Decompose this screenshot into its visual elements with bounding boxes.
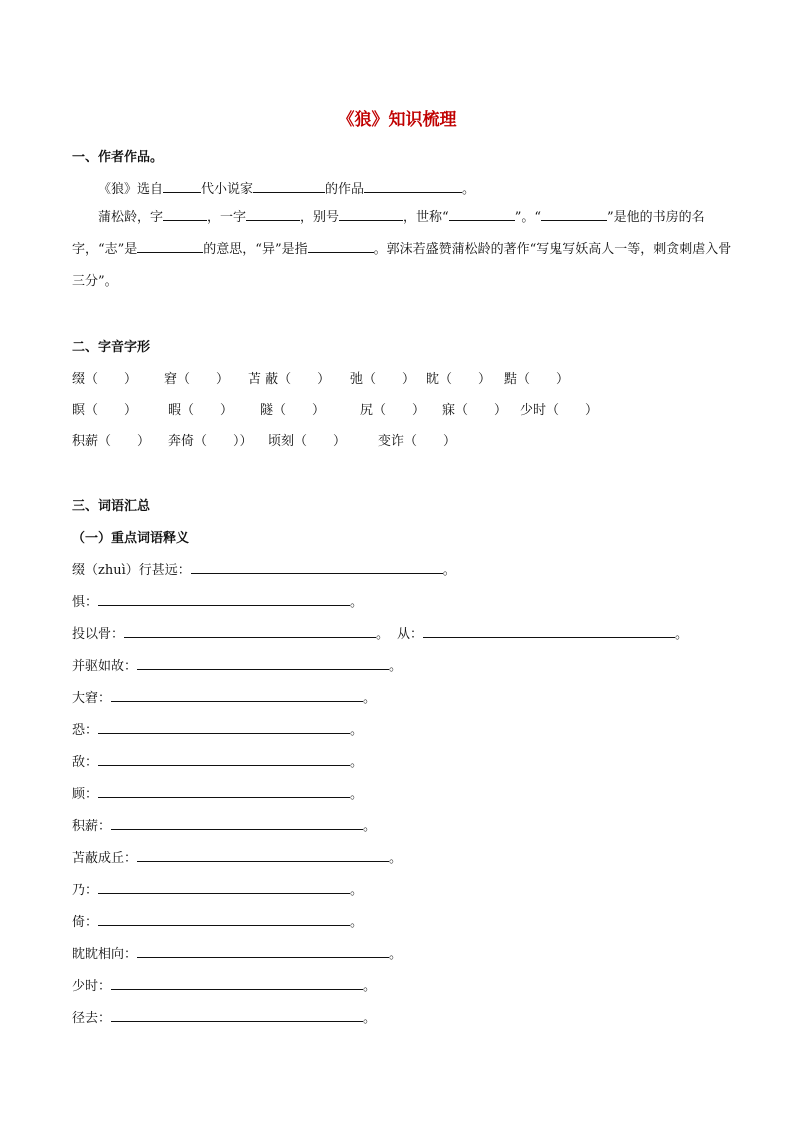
vocab-item (72, 719, 363, 738)
period: 。 (675, 627, 689, 642)
pronunciation-item: 弛（ ） (350, 372, 416, 387)
period: 。 (442, 563, 456, 578)
period: 。 (350, 595, 364, 610)
period: 。 (389, 659, 403, 674)
vocab-item (72, 687, 376, 706)
vocab-term: 少时： (72, 979, 112, 994)
fill-blank[interactable] (253, 180, 325, 193)
section-heading-author: 一、作者作品。 (72, 150, 164, 165)
vocab-item (72, 847, 402, 866)
subheading-key-words: （一）重点词语释义 (72, 531, 190, 546)
vocab-term: 投以骨： (72, 627, 125, 642)
vocab-term: 恐： (72, 723, 99, 738)
vocab-item (72, 591, 363, 610)
vocab-item (72, 655, 402, 674)
vocab-item (72, 751, 363, 770)
period: 。 (363, 819, 377, 834)
vocab-term: 顾： (72, 787, 99, 802)
vocab-item (72, 1007, 376, 1026)
author-line-1 (98, 178, 475, 197)
vocab-term: 敌： (72, 755, 99, 770)
answer-line[interactable] (111, 817, 363, 830)
vocab-term: 倚： (72, 915, 99, 930)
vocab-item (72, 943, 402, 962)
answer-line[interactable] (98, 593, 350, 606)
answer-line[interactable] (98, 753, 350, 766)
text-segment: 。 (462, 182, 476, 197)
answer-line[interactable] (124, 625, 376, 638)
answer-line[interactable] (98, 881, 350, 894)
pronunciation-item: 顷刻（ ） (268, 434, 347, 449)
answer-line[interactable] (137, 657, 389, 670)
vocab-term: 乃： (72, 883, 99, 898)
vocab-item (72, 879, 363, 898)
answer-line[interactable] (137, 849, 389, 862)
answer-line[interactable] (111, 977, 363, 990)
pronunciation-item: 变诈（ ） (378, 434, 457, 449)
vocab-item (72, 911, 363, 930)
answer-line[interactable] (423, 625, 675, 638)
pronunciation-item: 寐（ ） (442, 403, 508, 418)
pronunciation-item: 少时（ ） (520, 403, 599, 418)
text-segment: 代小说家 (201, 182, 254, 197)
text-segment: 的意思，“异”是指 (203, 242, 308, 257)
text-segment: 。郭沫若盛赞蒲松龄的著作“写鬼写妖高人一等，刺贪刺虐入骨三分”。 (72, 242, 732, 289)
vocab-term: 惧： (72, 595, 99, 610)
answer-line[interactable] (191, 561, 443, 574)
vocab-term: 并驱如故： (72, 659, 138, 674)
text-segment: ”。“ (514, 210, 541, 225)
pronunciation-item: 缀（ ） (72, 372, 138, 387)
text-segment: ，世称“ (403, 210, 449, 225)
period: 。 (350, 883, 364, 898)
text-segment: 《狼》选自 (98, 182, 164, 197)
answer-line[interactable] (98, 913, 350, 926)
vocab-item (72, 623, 389, 642)
fill-blank[interactable] (163, 208, 207, 221)
document-title: 《狼》知识梳理 (337, 110, 457, 130)
fill-blank[interactable] (308, 240, 374, 253)
fill-blank[interactable] (541, 208, 607, 221)
pronunciation-item: 瞑（ ） (72, 403, 138, 418)
fill-blank[interactable] (163, 180, 201, 193)
period: 。 (363, 979, 377, 994)
period: 。 (363, 691, 377, 706)
text-segment: 蒲松龄，字 (98, 210, 164, 225)
vocab-term: 眈眈相向： (72, 947, 138, 962)
fill-blank[interactable] (449, 208, 515, 221)
text-segment: 的作品 (325, 182, 365, 197)
answer-line[interactable] (111, 1009, 363, 1022)
period: 。 (376, 627, 390, 642)
text-segment: ”是他的书房的名字，“志”是 (72, 210, 705, 257)
vocab-term: 径去： (72, 1011, 112, 1026)
pronunciation-item: 尻（ ） (360, 403, 426, 418)
pronunciation-item: 窘（ ） (164, 372, 230, 387)
period: 。 (350, 755, 364, 770)
pronunciation-item: 黠（ ） (504, 372, 570, 387)
fill-blank[interactable] (339, 208, 403, 221)
fill-blank[interactable] (137, 240, 203, 253)
vocab-item (72, 975, 376, 994)
pronunciation-item: 暇（ ） (168, 403, 234, 418)
answer-line[interactable] (98, 721, 350, 734)
vocab-term: 从： (397, 627, 424, 642)
pronunciation-item: 苫 蔽（ ） (248, 372, 331, 387)
fill-blank[interactable] (246, 208, 300, 221)
vocab-term: 大窘： (72, 691, 112, 706)
text-segment: ，别号 (300, 210, 340, 225)
answer-line[interactable] (111, 689, 363, 702)
period: 。 (350, 723, 364, 738)
pronunciation-item: 积薪（ ） (72, 434, 151, 449)
vocab-term: 苫蔽成丘： (72, 851, 138, 866)
vocab-item (72, 815, 376, 834)
vocab-term: 积薪： (72, 819, 112, 834)
answer-line[interactable] (137, 945, 389, 958)
period: 。 (350, 787, 364, 802)
period: 。 (389, 947, 403, 962)
vocab-item (72, 783, 363, 802)
section-heading-vocabulary: 三、词语汇总 (72, 499, 151, 514)
pronunciation-item: 隧（ ） (260, 403, 326, 418)
section-heading-pronunciation: 二、字音字形 (72, 340, 151, 355)
period: 。 (389, 851, 403, 866)
vocab-term: 缀（zhuì）行甚远： (72, 563, 191, 578)
author-paragraph (72, 202, 732, 298)
text-segment: ，一字 (207, 210, 247, 225)
vocab-item (72, 559, 456, 578)
vocab-item (397, 623, 688, 642)
period: 。 (363, 1011, 377, 1026)
pronunciation-item: 眈（ ） (426, 372, 492, 387)
answer-line[interactable] (98, 785, 350, 798)
period: 。 (350, 915, 364, 930)
fill-blank[interactable] (364, 180, 462, 193)
pronunciation-item: 奔倚（ ）） (168, 434, 253, 449)
